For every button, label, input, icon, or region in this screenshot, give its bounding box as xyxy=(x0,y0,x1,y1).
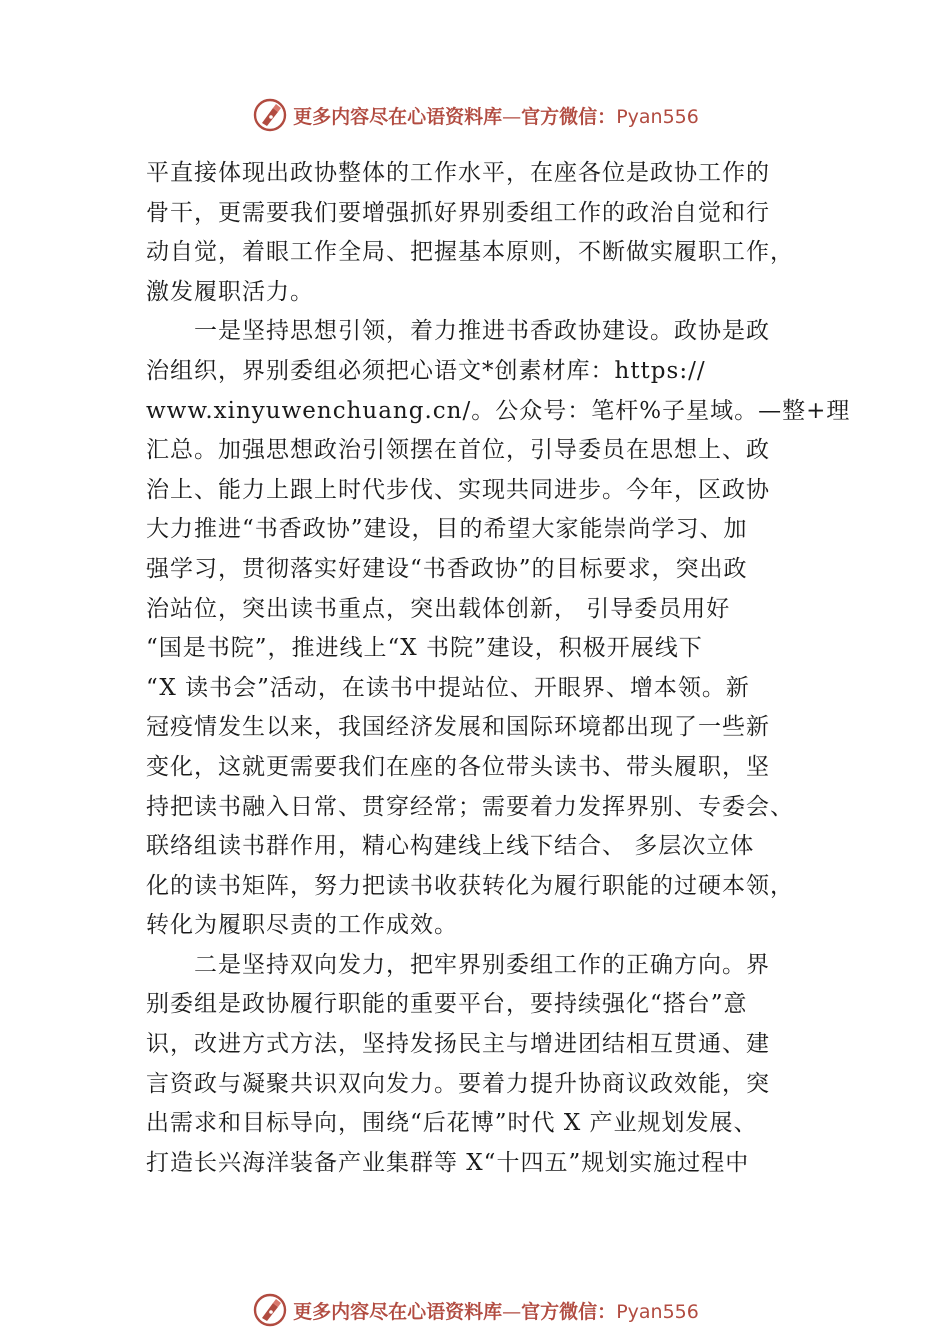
text-line: 转化为履职尽责的工作成效。 xyxy=(146,912,458,939)
banner-separator: — xyxy=(502,1300,522,1323)
text-line: 冠疫情发生以来，我国经济发展和国际环境都出现了一些新 xyxy=(146,714,770,741)
text-line: 持把读书融入日常、贯穿经常；需要着力发挥界别、专委会、 xyxy=(146,793,794,820)
text-line: 治组织，界别委组必须把心语文*创素材库：https:// xyxy=(146,357,706,384)
text-line: 二是坚持双向发力，把牢界别委组工作的正确方向。界 xyxy=(146,951,770,978)
text-line: 出需求和目标导向，围绕“后花博”时代 X 产业规划发展、 xyxy=(146,1110,758,1137)
text-line: 强学习，贯彻落实好建设“书香政协”的目标要求，突出政 xyxy=(146,555,748,582)
text-line: www.xinyuwenchuang.cn/。公众号：笔杆%子星域。—整+理 xyxy=(146,397,851,424)
paragraph xyxy=(146,312,851,946)
document-body xyxy=(146,154,851,1183)
text-line: 打造长兴海洋装备产业集群等 X“十四五”规划实施过程中 xyxy=(146,1149,750,1176)
banner-wechat-id: Pyan556 xyxy=(616,105,699,128)
footer-banner xyxy=(0,1290,950,1330)
text-line: “国是书院”，推进线上“X 书院”建设，积极开展线下 xyxy=(146,635,703,662)
text-line: 平直接体现出政协整体的工作水平，在座各位是政协工作的 xyxy=(146,160,770,186)
text-line: 识，改进方式方法，坚持发扬民主与增进团结相互贯通、建 xyxy=(146,1031,770,1058)
pen-nib-logo-icon xyxy=(251,1291,289,1329)
banner-text xyxy=(293,102,699,129)
text-line: 大力推进“书香政协”建设，目的希望大家能崇尚学习、加 xyxy=(146,516,748,543)
pen-nib-logo-icon xyxy=(251,96,289,134)
text-line: 变化，这就更需要我们在座的各位带头读书、带头履职，坚 xyxy=(146,753,770,780)
text-line: 汇总。加强思想政治引领摆在首位，引导委员在思想上、政 xyxy=(146,437,770,464)
banner-text xyxy=(293,1297,699,1324)
banner-wechat-id: Pyan556 xyxy=(616,1300,699,1323)
banner-brand: 更多内容尽在心语资料库 xyxy=(293,1300,503,1323)
header-banner xyxy=(0,95,950,135)
banner-wechat-label: 官方微信： xyxy=(521,105,617,128)
text-line: “X 读书会”活动，在读书中提站位、开眼界、增本领。新 xyxy=(146,674,750,701)
text-line: 治站位，突出读书重点，突出载体创新， 引导委员用好 xyxy=(146,595,731,622)
text-line: 激发履职活力。 xyxy=(146,278,314,305)
text-line: 骨干，更需要我们要增强抓好界别委组工作的政治自觉和行 xyxy=(146,199,770,226)
paragraph xyxy=(146,154,836,312)
text-line: 别委组是政协履行职能的重要平台，要持续强化“搭台”意 xyxy=(146,991,748,1018)
text-line: 言资政与凝聚共识双向发力。要着力提升协商议政效能，突 xyxy=(146,1070,770,1097)
banner-brand: 更多内容尽在心语资料库 xyxy=(293,105,503,128)
paragraph xyxy=(146,946,836,1184)
text-line: 治上、能力上跟上时代步伐、实现共同进步。今年，区政协 xyxy=(146,476,770,503)
text-line: 动自觉，着眼工作全局、把握基本原则，不断做实履职工作， xyxy=(146,239,794,266)
banner-wechat-label: 官方微信： xyxy=(521,1300,617,1323)
text-line: 联络组读书群作用，精心构建线上线下结合、 多层次立体 xyxy=(146,833,755,860)
banner-separator: — xyxy=(502,105,522,128)
text-line: 化的读书矩阵，努力把读书收获转化为履行职能的过硬本领， xyxy=(146,872,794,899)
text-line: 一是坚持思想引领，着力推进书香政协建设。政协是政 xyxy=(146,318,770,345)
